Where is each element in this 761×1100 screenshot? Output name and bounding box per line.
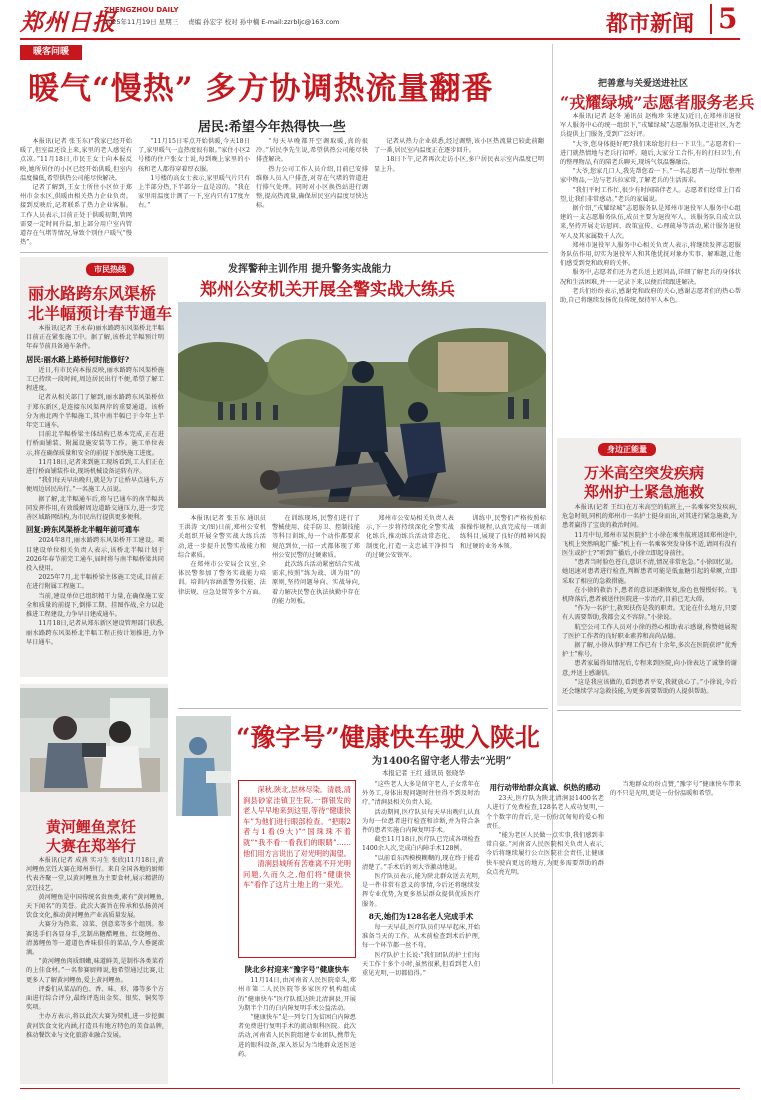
masthead	[0, 0, 761, 40]
nurse-para: “作为一名护士,救死扶伤是我的职责。无论在什么地方,只要有人需要帮助,我都会义不容辞。”小徐说。	[562, 605, 737, 622]
bus-intro	[243, 785, 351, 955]
police-col-3	[366, 514, 454, 704]
lead-col-2	[138, 137, 250, 247]
lizhou-headline-1: 丽水路跨东风渠桥	[28, 284, 157, 303]
lead-para: 1号楼的高女士表示,家里暖气片只有上半部分热,下半部分一直是凉的。“我在家里用温度计测了一下,室内只有17度左右。”	[138, 174, 250, 210]
nurse-headline-1: 万米高空突发疾病	[584, 464, 705, 482]
bus-para: 当地群众纷纷点赞,“豫字号”健康快车带来的不只是光明,更是一份份温暖和希望。	[610, 781, 741, 798]
volunteer-para: 服务中,志愿者们还为老兵送上慰问品,详细了解老兵的身体状况和生活困难,并一一记录下来,以便后续跟进解决。	[560, 269, 741, 286]
river-para: 评委们从菜品的色、香、味、形、器等多个方面进行综合评分,最终评选出金奖、银奖、铜奖等奖项。	[26, 985, 164, 1012]
lizhou-para: 11月18日,记者从郑东新区建设管理部门获悉,丽水路跨东风渠桥北半幅工程正按计划推进,力争早日通车。	[26, 620, 164, 646]
river-para: 本报讯(记者 成燕 实习生 张欣)11月18日,黄河鲤鱼烹饪大赛在郑州举行。来自全国各地的厨师代表齐聚一堂,以黄河鲤鱼为主要食材,展示精湛的烹饪技艺。	[26, 857, 164, 892]
nurse-para: “患者当时脸色苍白,意识不清,情况非常危急。”小徐回忆说。她迅速对患者进行检查,判断患者可能是低血糖引起的晕厥,立即采取了相应的急救措施。	[562, 559, 737, 585]
bus-headline: “豫字号”健康快车驶入陕北	[236, 723, 540, 752]
lizhou-para: 近日,有市民向本报反映,丽水路跨东风渠桥施工已持续一段时间,周边居民出行不便,希望了解工程进度。	[26, 366, 164, 393]
nurse-body	[562, 503, 737, 703]
masthead-rule	[20, 38, 740, 40]
lizhou-body	[26, 324, 164, 674]
nurse-para: 航空公司工作人员对小徐的热心相助表示感谢,称赞她展现了医护工作者的良好职业素养和高尚品德。	[562, 623, 737, 640]
bus-col-2	[362, 780, 480, 1084]
police-para: 在训练现场,民警们进行了警械使用、徒手防卫、控制技能等科目训练,每一个动作都要求规范到位,一招一式都体现了郑州公安民警的过硬素质。	[272, 515, 360, 559]
date-line: 2025年11月19日 星期三	[104, 18, 179, 26]
river-para: 黄河鲤鱼是中国传统名贵鱼类,素有“黄河鲤鱼,天下闻名”的美誉。此次大赛旨在传承和弘扬黄河饮食文化,推动黄河鲤鱼产业高质量发展。	[26, 893, 164, 920]
police-para: 郑州市公安局相关负责人表示,下一步将持续深化全警实战化练兵,推动练兵活动常态化、制度化,打造一支忠诚干净担当的过硬公安铁军。	[366, 515, 454, 559]
bus-col-4	[610, 780, 741, 1084]
volunteer-kicker: 把善意与关爱送进社区	[598, 79, 689, 89]
lead-para: 热力公司工作人员介绍,目前已安排维修人员入户排查,对存在气堵的管道进行排气处理。同时对小区换热站进行调整,提高热流量,确保居民室内温度尽快达标。	[256, 165, 368, 210]
river-para: 大赛分为热菜、凉菜、创意菜等多个组别。参赛选手们各显身手,烹制出糖醋鲤鱼、红烧鲤鱼、清蒸鲤鱼等一道道色香味俱佳的菜品,令人垂涎欲滴。	[26, 921, 164, 957]
volunteer-para: “大爷,您家几口人,我先帮您看一下。”一名志愿者一边帮忙整理家中物品,一边与老兵拉家常,了解老兵的生活需求。	[560, 168, 741, 185]
river-para: 主办方表示,将以此次大赛为契机,进一步挖掘黄河饮食文化内涵,打造具有地方特色的美食品牌,推动餐饮业与文化旅游业融合发展。	[26, 1013, 164, 1039]
bus-surgery-photo	[176, 716, 231, 816]
lizhou-para: “我们每天早出晚归,就是为了让桥早点通车,方便周边居民出行。”一名施工人员说。	[26, 477, 164, 494]
volunteer-para: “大爷,您身体挺好吧?我们来给您打扫一下卫生。”志愿者们一进门就热情地与老兵打招呼。随后,大家分工合作,有的打扫卫生,有的整理物品,有的陪老兵聊天,现场气氛温馨融洽。	[560, 140, 741, 167]
lizhou-para: 2025年7月,北半幅桥梁主体施工完成,目前正在进行附属工程施工。	[26, 574, 164, 591]
river-para: “黄河鲤鱼肉质细嫩,味道鲜美,是制作各类菜肴的上佳食材。”一名参赛厨师说,他希望通过比赛,让更多人了解黄河鲤鱼,爱上黄河鲤鱼。	[26, 958, 164, 984]
nurse-para: 本报讯(记者 王红)在万米高空的航班上,一名乘客突发疾病,危急时刻,同机的郑州市一名护士挺身而出,对其进行紧急施救,为患者赢得了宝贵的救治时间。	[562, 504, 737, 530]
lizhou-headline-2: 北半幅预计春节通车	[28, 304, 173, 323]
bus-intro-para: 深秋,陕北,层林尽染。清晨,清涧县砂家洼镇卫生院,一群银发的老人早早地来到这里,等待“健康快车”为他们进行眼部检查。“把眼2者与1看(9大)”“国珠珠不着就”“我不看一看我们的眼睛”……他们用方言说出了对光明的渴望。	[243, 785, 351, 858]
bus-byline: 本报记者 王红 通讯员 张晓华	[382, 769, 465, 777]
kicker-badge: 暖客问暖	[20, 45, 82, 60]
bus-subtitle-2: 8天,她们为128名老人完成手术	[368, 911, 474, 921]
police-bottom-rule	[178, 708, 548, 709]
newspaper-logo: 郑州日报	[20, 9, 116, 36]
bus-col-3	[486, 780, 604, 1084]
river-body	[26, 856, 164, 1081]
nurse-para: 患者家属得知情况后,专程来到医院,向小徐表达了诚挚的谢意,并送上感谢信。	[562, 660, 737, 677]
surgery-illustration	[176, 716, 231, 816]
positive-energy-badge: 身边正能量	[598, 443, 656, 456]
bus-intro-para: 清涧县城所有苦难离不开光明问题,久而久之,他们将“健康快车”看作了这片土地上的一束光。	[243, 859, 351, 890]
bus-para: 医疗队员表示,能为陕北群众送去光明,是一件非常有意义的事情,今后还将继续发挥专业优势,为更多基层群众提供优质医疗服务。	[362, 873, 480, 908]
nurse-para: 11月中旬,郑州市某医院护士小徐在乘坐航班返回郑州途中,飞机上突然响起广播:“机上有一名乘客突发身体不适,请问有没有医生或护士?”听到广播后,小徐立即起身前往。	[562, 531, 737, 558]
page-number: 5	[718, 2, 738, 35]
bus-para: “以前看东西模模糊糊的,现在终于能看清楚了。”手术后的刘大爷激动地说。	[362, 854, 480, 871]
police-kicker: 发挥警种主训作用 提升警务实战能力	[228, 264, 392, 275]
lead-bottom-rule	[20, 252, 548, 253]
lizhou-para: 2024年8月,丽水路跨东风渠桥开工建设。项目建设单位相关负责人表示,该桥北半幅计划于2026年春节前完工通车,届时将与南半幅桥梁共同投入使用。	[26, 537, 164, 573]
police-para: 此次练兵活动紧密结合实战需求,按照“练为战、训为用”的原则,坚持问题导向、实战导向,着力解决民警在执法执勤中存在的能力短板。	[272, 561, 360, 605]
volunteer-headline: “戎耀绿城”志愿者服务老兵	[560, 93, 755, 112]
bus-para: “健康快车”是一列专门为贫困白内障患者免费进行复明手术的流动眼科医院。此次活动,河南省人民医院组建专业团队,携带先进的眼科设备,深入基层为当地群众送医送药。	[238, 1014, 356, 1058]
volunteer-para: 老兵们纷纷表示,感谢党和政府的关心,感谢志愿者们的热心帮助,自己将继续发扬优良传统,保持军人本色。	[560, 287, 741, 305]
lizhou-para: 目前北半幅桥梁主体结构已基本完成,正在进行桥面铺装、附属设施安装等工作。施工单位表示,将在确保质量和安全的前提下加快施工进度。	[26, 431, 164, 457]
volunteer-body	[560, 112, 741, 434]
lead-para: 本报讯(记者 张玉东)“我家已经开始暖了,但室温还没上来,家里的老人感觉有点凉。”11月18日,市民王女士向本报反映,她所居住的小区已经开始供暖,但室内温度偏低,希望供热公司能尽快解决。	[20, 138, 132, 182]
police-para: 训练中,民警们严格按照标准操作规程,认真完成每一项训练科目,展现了良好的精神风貌和过硬的业务本领。	[460, 515, 546, 550]
lizhou-lead: 本报讯(记者 王永春)丽水路跨东风渠桥北半幅目前正在紧张施工中。据了解,该桥北半幅预计明年春节前具备通车条件。	[26, 325, 164, 351]
page-bottom-rule	[20, 1088, 740, 1089]
lead-subhead: 居民:希望今年热得快一些	[198, 120, 346, 135]
volunteer-para: 本报讯(记者 赵冬 通讯员 赵梅珍 朱建友)近日,在郑州市退役军人服务中心的统一组织下,“戎耀绿城”志愿服务队走进社区,为老兵提供上门服务,受到广泛好评。	[560, 113, 741, 139]
bus-para: “能为老区人民做一点实事,我们感到非常自豪。”河南省人民医院相关负责人表示,今后将继续履行公立医院社会责任,让健康快车驶向更远的地方,为更多需要帮助的群众点亮光明。	[486, 832, 604, 876]
people-hotline-badge: 市民热线	[86, 263, 134, 276]
nurse-headline-2: 郑州护士紧急施救	[584, 483, 705, 501]
police-headline: 郑州公安机关开展全警实战大练兵	[200, 280, 455, 300]
bus-para: 活动期间,医疗队员每天早出晚归,认真为每一位患者进行检查和诊断,并为符合条件的患者实施白内障复明手术。	[362, 808, 480, 835]
lizhou-para: 据了解,北半幅通车后,将与已通车的南半幅共同发挥作用,有效缓解周边道路交通压力,进一步完善区域路网结构,为市民出行提供更多便利。	[26, 495, 164, 522]
lead-col-4	[374, 137, 544, 247]
police-col-4	[460, 514, 546, 704]
bus-para: 截至11月18日,医疗队已完成各项检查1400余人次,完成白内障手术128例。	[362, 836, 480, 853]
lead-para: 18日下午,记者再次走访小区,多户居民表示室内温度已明显上升。	[374, 156, 544, 173]
lead-headline: 暖气“慢热” 多方协调热流量翻番	[28, 71, 494, 107]
bus-col-1	[238, 962, 356, 1084]
lead-para: “每天早晚都开空调取暖,真的很冷。”居民李先生说,希望供热公司能尽快排查解决。	[256, 138, 368, 164]
bus-subtitle-1: 陕北乡村迎来“豫字号”健康快车	[244, 965, 350, 974]
section-name: 都市新闻	[606, 11, 695, 37]
nurse-para: “这是我应该做的,看到患者平安,我就放心了。”小徐说,今后还会继续学习急救技能,为更多需要帮助的人提供帮助。	[562, 678, 737, 696]
police-col-2	[272, 514, 360, 704]
right-mid-rule	[557, 710, 741, 711]
nurse-para: 据了解,小徐从事护理工作已有十余年,多次在医院获评“优秀护士”称号。	[562, 642, 737, 659]
volunteer-para: 据介绍,“戎耀绿城”志愿服务队是郑州市退役军人服务中心组建的一支志愿服务队伍,成员主要为退役军人。该服务队自成立以来,坚持开展走访慰问、政策宣传、心理疏导等活动,累计服务退役军人及其家属数千人次。	[560, 205, 741, 240]
police-para: 在郑州市公安局会议室,全体民警参加了警务实战能力培训。培训内容涵盖警务技能、法律法规、应急处置等多个方面。	[178, 561, 266, 596]
lead-para: “11月15日零点开始供暖,今天18日了,家里暖气一直热度很有限。”家住小区2号楼的住户张女士说,每到晚上家里的小孩和老人都得穿着厚衣服。	[138, 138, 250, 173]
bus-subtitle-3: 用行动带给群众真诚、织热的感动	[489, 783, 601, 792]
lead-col-1	[20, 137, 132, 247]
lizhou-subtitle-2: 回复:跨东风渠桥北半幅年前可通车	[26, 525, 140, 535]
police-col-1	[178, 514, 266, 704]
lizhou-para: 当前,建设单位已组织精干力量,在确保施工安全和质量的前提下,倒排工期、挂图作战,全力以赴推进工程建设,力争早日建成通车。	[26, 592, 164, 619]
volunteer-para: 郑州市退役军人服务中心相关负责人表示,将继续发挥志愿服务队伍作用,切实为退役军人和其他优抚对象办实事、解难题,让他们感受到党和政府的关怀。	[560, 241, 741, 268]
lizhou-para: 11月18日,记者来到施工现场看到,工人们正在进行桥面铺装作业,现场机械设备运转有序。	[26, 458, 164, 476]
river-headline-2: 大赛在郑举行	[46, 837, 137, 855]
lead-para: 记者从热力企业获悉,经过调整,该小区热流量已较此前翻了一番,居民室内温度正在逐步回升。	[374, 138, 544, 155]
bus-para: 23天,医疗队为陕北清涧县1400名老人进行了免费检查,128名老人成功复明,一个个数字的背后,是一份份沉甸甸的爱心和责任。	[486, 795, 604, 830]
bus-para: 医疗队护士长说:“我们团队的护士们每天工作十多个小时,虽然很累,但看到老人们重见光明,一切都值得。”	[362, 951, 480, 978]
newspaper-logo-en: ZHENGZHOU DAILY	[104, 6, 179, 14]
lizhou-para: 记者从相关部门了解到,丽水路跨东风渠桥位于郑东新区,是连接东风渠两岸的重要通道。该桥分为南北两个半幅施工,其中南半幅已于今年上半年完工通车。	[26, 394, 164, 430]
lead-col-3	[256, 137, 368, 247]
volunteer-para: “我们平时工作忙,很少有时间陪伴老人。志愿者们经常上门看望,让我们非常感动。”老兵的家属说。	[560, 186, 741, 203]
police-training-photo	[178, 302, 546, 508]
bus-para: 11月14日,由河南省人民医院牵头,郑州市第二人民医院等多家医疗机构组成的“健康快车”医疗队抵达陕北清涧县,开展为期半个月的白内障复明手术公益活动。	[238, 977, 356, 1012]
bus-subhead: 为1400名留守老人带去“光明”	[372, 756, 512, 767]
bus-para: 每一天早晨,医疗队员们早早起床,开始准备当天的工作。从术前检查到术后护理,每一个环节都一丝不苟。	[362, 924, 480, 950]
editor-line: 责编 孙宏宇 校对 孙中楠 E-mail:zzrbljc@163.com	[188, 18, 340, 26]
lizhou-subtitle-1: 居民:丽水路上路桥何时能修好?	[26, 354, 130, 364]
bus-para: “这些老人大多是留守老人,子女常年在外务工,身体出现问题时往往得不到及时治疗。”清涧县相关负责人说。	[362, 781, 480, 807]
police-para: 本报讯(记者 张玉东 通讯员 王洪涛 文/图)日前,郑州公安机关组织开展全警实战大练兵活动,进一步提升民警实战能力和综合素质。	[178, 515, 266, 559]
eye-exam-illustration	[20, 688, 168, 792]
lead-para: 记者了解到,王女士所住小区位于郑州市金水区,供暖由相关热力企业负责。接到反映后,记者联系了热力企业客服。工作人员表示,目前正处于供暖初期,管网需要一定时间升温,加上部分用户室内管道存在气堵等情况,导致个别住户暖气“慢热”。	[20, 184, 132, 247]
bus-eye-exam-photo	[20, 688, 168, 792]
nurse-para: 在小徐的救治下,患者的意识逐渐恢复,脸色也慢慢好转。飞机降落后,患者被送往医院进一步治疗,目前已无大碍。	[562, 586, 737, 604]
river-headline-1: 黄河鲤鱼烹饪	[46, 818, 137, 836]
police-photo-illustration	[178, 302, 546, 508]
